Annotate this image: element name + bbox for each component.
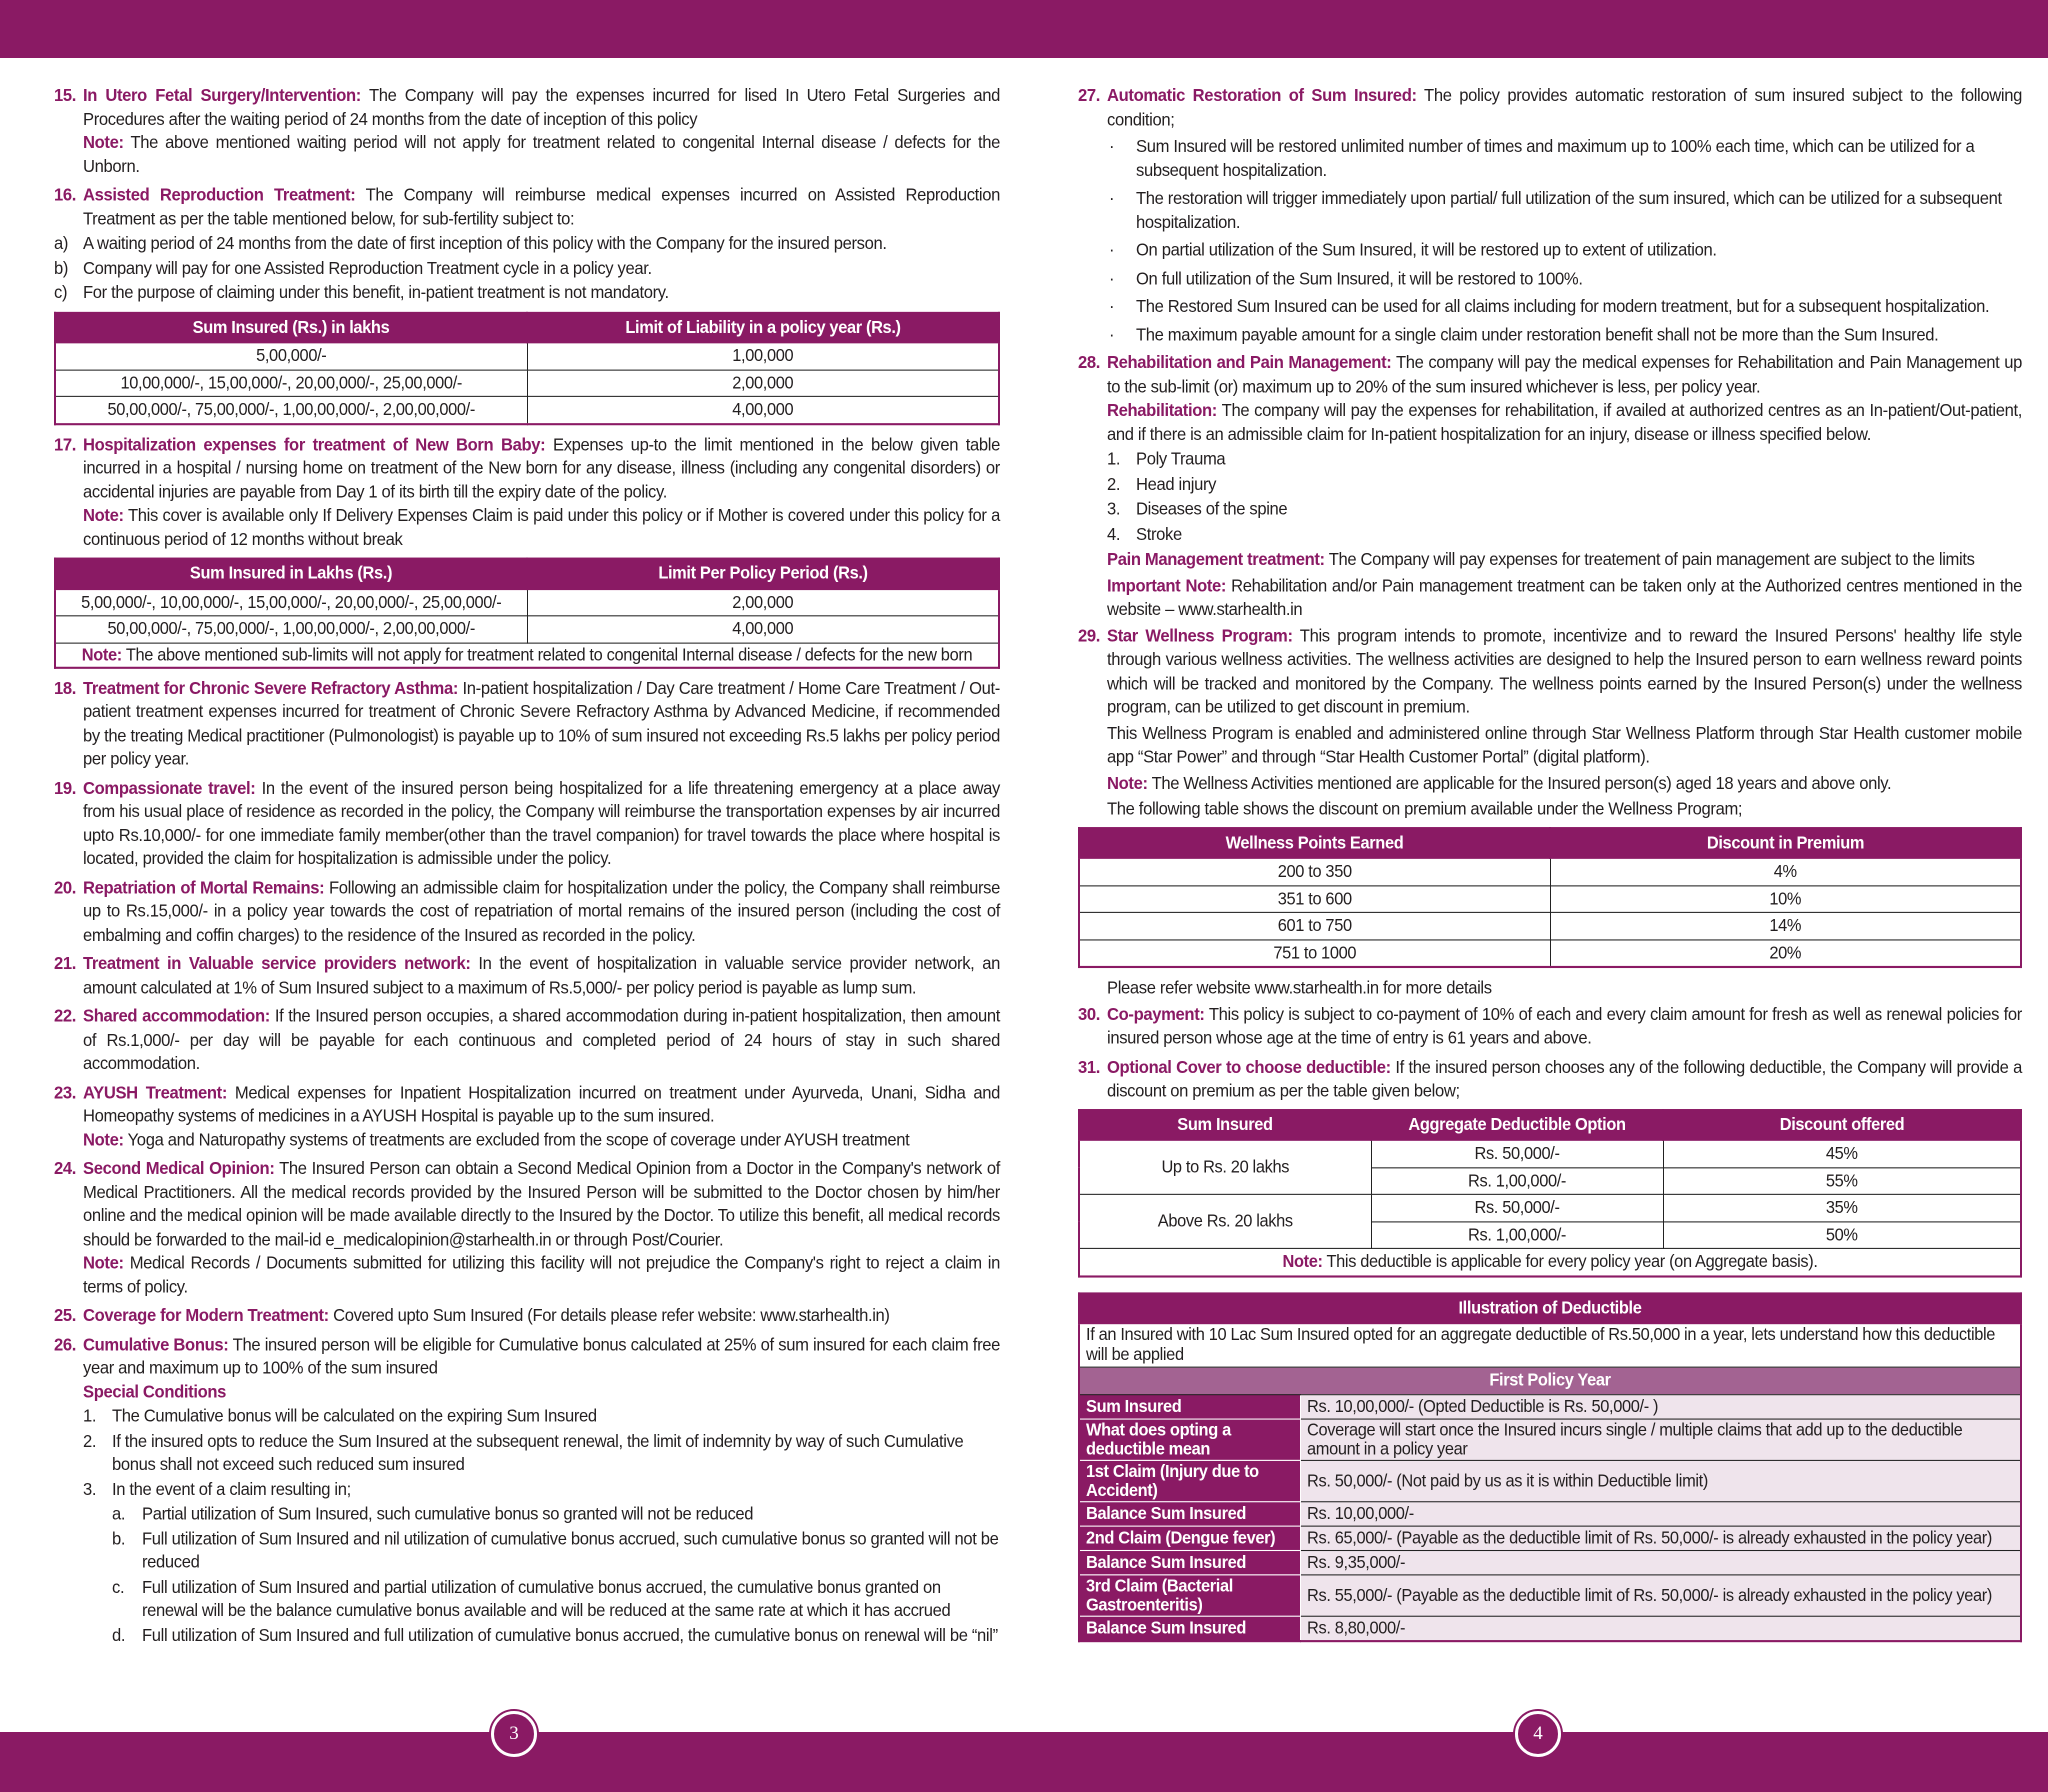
text: Rehabilitation: — [1107, 399, 1217, 421]
text: Coverage for Modern Treatment: — [83, 1305, 329, 1326]
text: Diseases of the spine — [1136, 498, 1288, 519]
table-row — [55, 589, 999, 616]
table-row — [1079, 1574, 2021, 1615]
text: 16. — [54, 184, 77, 205]
text: 751 to 1000 — [1079, 939, 1550, 967]
text: This deductible is applicable for every policy year (on Aggregate basis). — [1322, 1252, 1818, 1272]
left-column — [54, 84, 1000, 1648]
text: · — [1109, 296, 1115, 317]
text: If the Insured person occupies, a shared accommodation during in-patient hospitalization, then amount of Rs.1,000/- per day will be payable for each continuous and completed period of 24 hours of stay in such shared accommodation. — [83, 1005, 1000, 1074]
list-item — [54, 232, 1000, 256]
text: Sum Insured will be restored unlimited number of times and maximum up to 100% each time, which can be utilized for a subsequent hospitalization. — [1136, 135, 1975, 180]
text: The insured person will be eligible for Cumulative bonus calculated at 25% of sum insured for each claim free year and maximum up to 100% of the sum insured — [83, 1334, 1001, 1378]
section-15 — [54, 84, 1000, 179]
text: 29. — [1078, 625, 1101, 646]
table-row — [1079, 1526, 2021, 1550]
text: The Wellness Activities mentioned are applicable for the Insured person(s) aged 18 years and above only. — [1147, 772, 1892, 793]
section-28 — [1078, 351, 2022, 446]
text: Pain Management treatment: — [1107, 549, 1325, 570]
list-item — [1107, 187, 2022, 235]
list-item — [1107, 323, 2022, 347]
text: 45% — [1663, 1140, 2021, 1168]
text: Star Wellness Program: — [1107, 625, 1293, 646]
text: Rehabilitation and Pain Management: — [1107, 352, 1392, 373]
page-number-left: 3 — [491, 1711, 537, 1757]
text: Important Note: — [1107, 575, 1227, 596]
text: On full utilization of the Sum Insured, it will be restored to 100%. — [1136, 267, 1583, 289]
text: Balance Sum Insured — [1079, 1616, 1301, 1641]
deductible-table — [1078, 1108, 2022, 1277]
text: 3. — [1107, 498, 1121, 519]
text: 35% — [1663, 1194, 2021, 1221]
section-30 — [1078, 1002, 2022, 1050]
text: Second Medical Opinion: — [83, 1158, 275, 1179]
table-row — [1079, 1616, 2021, 1641]
list-item — [112, 1624, 1000, 1648]
text: 50% — [1663, 1221, 2021, 1248]
text: Head injury — [1136, 473, 1217, 494]
section-17 — [54, 433, 1000, 551]
text: 14% — [1550, 912, 2021, 939]
table-row — [1079, 1140, 2021, 1168]
list-item — [1107, 135, 2022, 183]
text: 3rd Claim (Bacterial Gastroenteritis) — [1079, 1574, 1301, 1615]
text: d. — [112, 1624, 126, 1645]
list-item — [54, 257, 1000, 281]
text: b) — [54, 257, 69, 278]
table-note-row — [1079, 1248, 2021, 1276]
section-23 — [54, 1081, 1000, 1152]
table-row — [1079, 1501, 2021, 1525]
text: Automatic Restoration of Sum Insured: — [1107, 85, 1417, 106]
text: The Cumulative bonus will be calculated on the expiring Sum Insured — [112, 1405, 597, 1426]
text: Rs. 55,000/- (Payable as the deductible limit of Rs. 50,000/- is already exhausted in the policy year) — [1301, 1574, 2022, 1615]
text: Note: — [81, 645, 122, 665]
text: Optional Cover to choose deductible: — [1107, 1056, 1391, 1077]
text: c. — [112, 1576, 125, 1597]
list-item — [112, 1527, 1000, 1574]
text: Note: — [83, 1252, 124, 1273]
text: 200 to 350 — [1079, 858, 1550, 886]
text: · — [1109, 324, 1115, 345]
text: 2,00,000 — [527, 589, 999, 616]
text: c) — [54, 282, 68, 303]
text: Repatriation of Mortal Remains: — [83, 877, 325, 898]
text: If the insured opts to reduce the Sum Insured at the subsequent renewal, the limit of indemnity by way of such Cumulative bonus shall not exceed such reduced sum insured — [112, 1430, 964, 1475]
text: 2. — [83, 1430, 97, 1451]
text: Rs. 8,80,000/- — [1301, 1616, 2022, 1641]
text: Aggregate Deductible Option — [1371, 1110, 1663, 1140]
list-item — [112, 1576, 1000, 1623]
special-conditions-heading: Special Conditions — [83, 1381, 227, 1402]
text: Coverage will start once the Insured incurs single / multiple claims that add up to the deductible amount in a policy year — [1301, 1419, 2022, 1460]
text: 19. — [54, 777, 77, 798]
text: 4,00,000 — [527, 616, 999, 643]
text: 5,00,000/-, 10,00,000/-, 15,00,000/-, 20,00,000/-, 25,00,000/- — [55, 589, 527, 616]
text: 25. — [54, 1305, 77, 1326]
section-31 — [1078, 1055, 2022, 1103]
text: Rs. 65,000/- (Payable as the deductible limit of Rs. 50,000/- is already exhausted in the policy year) — [1301, 1526, 2022, 1550]
section-21 — [54, 952, 1000, 999]
text: 601 to 750 — [1079, 912, 1550, 939]
text: Limit Per Policy Period (Rs.) — [527, 559, 999, 589]
list-item — [1107, 267, 2022, 291]
text: The above mentioned waiting period will not apply for treatment related to congenital Internal disease / defects for the Unborn. — [83, 132, 1000, 176]
table-row — [1079, 1460, 2021, 1501]
text: If the insured person chooses any of the following deductible, the Company will provide a discount on premium as per the table given below; — [1107, 1056, 2022, 1101]
text: Note: — [83, 505, 124, 525]
text: 17. — [54, 434, 77, 455]
section-15-title: In Utero Fetal Surgery/Intervention: — [83, 85, 361, 105]
list-item — [83, 1430, 1000, 1477]
list-item — [83, 1478, 1000, 1502]
text: Poly Trauma — [1136, 448, 1226, 469]
text: 30. — [1078, 1003, 1101, 1024]
list-item — [112, 1503, 1000, 1527]
wellness-refer-text: Please refer website www.starhealth.in for more details — [1107, 977, 1492, 998]
text: Full utilization of Sum Insured and partial utilization of cumulative bonus accrued, the cumulative bonus granted on renewal will be the balance cumulative bonus available and will be reduced at the same rate at which it has accrued — [142, 1576, 951, 1621]
section-16-title: Assisted Reproduction Treatment: — [83, 184, 356, 205]
text: 351 to 600 — [1079, 885, 1550, 912]
text: Sum Insured (Rs.) in lakhs — [55, 312, 527, 342]
list-item — [54, 281, 1000, 305]
text: 3. — [83, 1478, 97, 1499]
table-row — [55, 616, 999, 643]
text: 21. — [54, 953, 77, 974]
text: Rs. 10,00,000/- — [1301, 1501, 2022, 1525]
text: Balance Sum Insured — [1079, 1501, 1301, 1525]
text: 1st Claim (Injury due to Accident) — [1079, 1460, 1301, 1501]
text: Note: — [1282, 1252, 1323, 1272]
table-row — [1079, 1394, 2021, 1418]
text: Rs. 50,000/- — [1371, 1194, 1663, 1221]
list-item — [1107, 497, 2022, 521]
text: Company will pay for one Assisted Reproduction Treatment cycle in a policy year. — [83, 257, 652, 278]
text: For the purpose of claiming under this benefit, in-patient treatment is not mandatory. — [83, 282, 669, 303]
text: Yoga and Naturopathy systems of treatments are excluded from the scope of coverage under AYUSH treatment — [123, 1129, 910, 1150]
section-20 — [54, 876, 1000, 947]
text: In the event of a claim resulting in; — [112, 1478, 351, 1499]
section-22 — [54, 1005, 1000, 1076]
page-number-right: 4 — [1515, 1711, 1561, 1757]
text: This policy is subject to co-payment of 10% of each and every claim amount for fresh as well as renewal policies for insured person whose age at the time of entry is 61 years and above. — [1107, 1003, 2022, 1048]
text: 26. — [54, 1334, 77, 1354]
text: 1,00,000 — [527, 342, 999, 369]
text: Treatment for Chronic Severe Refractory Asthma: — [83, 677, 459, 698]
text: The Company will pay expenses for treatement of pain management are subject to the limits — [1324, 549, 1975, 570]
text: Full utilization of Sum Insured and nil utilization of cumulative bonus accrued, such cumulative bonus so granted will not be reduced — [142, 1528, 999, 1572]
table-row — [55, 342, 999, 369]
text: The Insured Person can obtain a Second Medical Opinion from a Doctor in the Company's network of Medical Practitioners. All the medical records provided by the Insured Person will be submitted to the Doctor chosen by him/her online and the medical opinion will be made available directly to the Insured by the Doctor. To utilize this benefit, all medical records should be forwarded to the mail-id e_medicalopinion@starhealth.in or through Post/Courier. — [83, 1158, 1000, 1249]
text: Sum Insured — [1079, 1394, 1301, 1418]
text: 18. — [54, 677, 77, 698]
text: 55% — [1663, 1167, 2021, 1194]
text: The policy provides automatic restoration of sum insured subject to the following condition; — [1107, 85, 2022, 130]
text: 10% — [1550, 885, 2021, 912]
text: Wellness Points Earned — [1079, 828, 1550, 858]
text: a. — [112, 1503, 126, 1524]
text: 20% — [1550, 939, 2021, 967]
list-item — [1107, 295, 2022, 319]
section-27 — [1078, 84, 2022, 132]
text: · — [1109, 239, 1115, 260]
text: 10,00,000/-, 15,00,000/-, 20,00,000/-, 25,00,000/- — [55, 370, 527, 397]
text: This cover is available only If Delivery Expenses Claim is paid under this policy or if Mother is covered under this policy for a continuous period of 12 months without break — [83, 505, 1000, 549]
text: · — [1109, 187, 1115, 209]
text: 4. — [1107, 523, 1121, 544]
text: Treatment in Valuable service providers network: — [83, 953, 471, 974]
text: The above mentioned sub-limits will not apply for treatment related to congenital Internal disease / defects for the new born — [121, 645, 973, 665]
text: 2nd Claim (Dengue fever) — [1079, 1526, 1301, 1550]
text: Note: — [1107, 772, 1148, 793]
illustration-title: Illustration of Deductible — [1079, 1293, 2021, 1323]
text: Following an admissible claim for hospitalization under the policy, the Company shall reimburse up to Rs.15,000/- in a policy year towards the cost of repatriation of mortal remains of the insured person (including the cost of embalming and coffin charges) to the residence of the Insured as recorded in the policy. — [83, 877, 1000, 945]
section-25 — [54, 1304, 1000, 1328]
text: a) — [54, 233, 69, 254]
text: b. — [112, 1528, 126, 1549]
text: Rs. 10,00,000/- (Opted Deductible is Rs. 50,000/- ) — [1301, 1394, 2022, 1418]
bottom-band — [0, 1732, 2048, 1792]
section-26 — [54, 1333, 1000, 1404]
text: 1. — [1107, 448, 1121, 469]
text: What does opting a deductible mean — [1079, 1419, 1301, 1460]
text: This program intends to promote, incentivize and to reward the Insured Persons' healthy life style through various wellness activities. The wellness activities are designed to help the Insured person to earn wellness reward points which will be tracked and monitored by the Company. The wellness points earned by the Insured Person(s) under the wellness program, can be utilized to get discount in premium. — [1107, 625, 2022, 717]
text: Covered upto Sum Insured (For details please refer website: www.starhealth.in) — [328, 1305, 890, 1326]
text: Balance Sum Insured — [1079, 1550, 1301, 1574]
text: AYUSH Treatment: — [83, 1082, 228, 1102]
text: 1. — [83, 1405, 97, 1426]
right-column — [1078, 84, 2022, 1650]
text: 2,00,000 — [527, 370, 999, 397]
section-18 — [54, 677, 1000, 772]
text: 4% — [1550, 858, 2021, 886]
table-row — [1079, 858, 2021, 886]
text: Limit of Liability in a policy year (Rs.) — [527, 312, 999, 342]
section-29 — [1078, 624, 2022, 821]
text: · — [1109, 267, 1115, 289]
text: Rs. 1,00,000/- — [1371, 1221, 1663, 1248]
list-item — [1107, 472, 2022, 496]
text: Rehabilitation and/or Pain management treatment can be taken only at the Authorized centres mentioned in the website – www.starhealth.in — [1107, 575, 2022, 620]
text: The following table shows the discount on premium available under the Wellness Program; — [1107, 798, 1743, 819]
text: The company will pay the medical expenses for Rehabilitation and Pain Management up to the sub-limit (or) maximum up to 20% of the sum insured whichever is less, per policy year. — [1107, 352, 2022, 397]
text: 23. — [54, 1082, 77, 1102]
text: Cumulative Bonus: — [83, 1334, 229, 1354]
list-item — [1107, 448, 2022, 472]
list-item — [1107, 522, 2022, 546]
text: Medical Records / Documents submitted for utilizing this facility will not prejudice the Company's right to reject a claim in terms of policy. — [83, 1252, 1000, 1297]
table-row — [55, 396, 999, 423]
text: Rs. 50,000/- (Not paid by us as it is within Deductible limit) — [1301, 1460, 2022, 1501]
text: 15. — [54, 85, 77, 105]
text: The company will pay the expenses for rehabilitation, if availed at authorized centres as an In-patient/Out-patient, and if there is an admissible claim for In-patient hospitalization for an injury, disease or illness specified below. — [1107, 399, 2022, 444]
text: If an Insured with 10 Lac Sum Insured opted for an aggregate deductible of Rs.50,000 in a year, lets understand how this deductible will be applied — [1079, 1323, 2021, 1367]
text: In-patient hospitalization / Day Care treatment / Home Care Treatment / Out-patient treatment expenses incurred for treatment of Chronic Severe Refractory Asthma by Advanced Medicine, if recommended by the treating Medical practitioner (Pulmonologist) is payable up to 10% of sum insured not exceeding Rs.5 lakhs per policy period per policy year. — [83, 677, 1000, 769]
text: Sum Insured in Lakhs (Rs.) — [55, 559, 527, 589]
table-row — [1079, 1194, 2021, 1221]
text: Expenses up-to the limit mentioned in the below given table incurred in a hospital / nursing home on treatment of the New born for any disease, illness (including any congenital disorders) or accidental injuries are payable from Day 1 of its birth till the expiry date of the policy. — [83, 434, 1000, 502]
table-note-row — [55, 643, 999, 668]
text: Co-payment: — [1107, 1003, 1205, 1024]
text: The restoration will trigger immediately upon partial/ full utilization of the sum insured, which can be utilized for a subsequent hospitalization. — [1136, 187, 2002, 232]
text: Full utilization of Sum Insured and full utilization of cumulative bonus accrued, the cumulative bonus on renewal will be “nil” — [142, 1624, 998, 1645]
text: A waiting period of 24 months from the date of first inception of this policy with the Company for the insured person. — [83, 233, 887, 254]
text: Stroke — [1136, 523, 1182, 544]
text: On partial utilization of the Sum Insured, it will be restored up to extent of utilization. — [1136, 239, 1717, 260]
top-band — [0, 0, 2048, 58]
text: The Restored Sum Insured can be used for all claims including for modern treatment, but for a subsequent hospitalization. — [1136, 296, 1990, 317]
section-17-title: Hospitalization expenses for treatment of New Born Baby: — [83, 434, 546, 455]
text: In the event of the insured person being hospitalized for a life threatening emergency at a place away from his usual place of residence as recorded in the policy, the Company will reimburse the transportation expenses by air incurred upto Rs.10,000/- for one immediate family member(other than the travel companion) for travel towards the place where hospital is located, provided the claim for hospitalization is admissible under the policy. — [83, 777, 1000, 869]
text: This Wellness Program is enabled and administered online through Star Wellness Platform through Star Health customer mobile app “Star Power” and through “Star Health Customer Portal” (digital platform). — [1107, 722, 2022, 767]
text: In the event of hospitalization in valuable service provider network, an amount calculated at 1% of Sum Insured subject to a maximum of Rs.5,000/- per policy period is payable as lump sum. — [83, 953, 1000, 997]
text: Rs. 9,35,000/- — [1301, 1550, 2022, 1574]
text: 27. — [1078, 85, 1101, 106]
deductible-illustration-table — [1078, 1292, 2022, 1642]
section-24 — [54, 1157, 1000, 1299]
text: 28. — [1078, 352, 1101, 373]
text: 24. — [54, 1158, 77, 1179]
text: Discount offered — [1663, 1110, 2021, 1140]
text: 5,00,000/- — [55, 342, 527, 369]
text: 2. — [1107, 473, 1121, 494]
table-row — [1079, 1550, 2021, 1574]
text: Compassionate travel: — [83, 777, 256, 798]
text: 20. — [54, 877, 77, 898]
text: Shared accommodation: — [83, 1005, 270, 1026]
text: Sum Insured — [1079, 1110, 1371, 1140]
text: The Company will reimburse medical expenses incurred on Assisted Reproduction Treatment as per the table mentioned below, for sub-fertility subject to: — [83, 184, 1000, 229]
assisted-reproduction-table — [54, 311, 1000, 424]
text: 50,00,000/-, 75,00,000/-, 1,00,00,000/-, 2,00,00,000/- — [55, 396, 527, 423]
text: Note: — [83, 132, 124, 153]
text: 31. — [1078, 1056, 1101, 1077]
text: The Company will pay the expenses incurred for lised In Utero Fetal Surgeries and Procedures after the waiting period of 24 months from the date of inception of this policy — [83, 85, 1000, 129]
section-19 — [54, 776, 1000, 871]
text: Rs. 50,000/- — [1371, 1140, 1663, 1168]
table-row — [1079, 912, 2021, 939]
text: Rs. 1,00,000/- — [1371, 1167, 1663, 1194]
section-16 — [54, 184, 1000, 231]
new-born-table — [54, 558, 1000, 669]
table-row — [1079, 885, 2021, 912]
text: Discount in Premium — [1550, 828, 2021, 858]
text: 22. — [54, 1005, 77, 1026]
wellness-discount-table — [1078, 827, 2022, 969]
table-row — [1079, 939, 2021, 967]
text: · — [1109, 135, 1115, 157]
list-item — [1107, 239, 2022, 263]
text: The maximum payable amount for a single claim under restoration benefit shall not be more than the Sum Insured. — [1136, 324, 1939, 345]
text: Above Rs. 20 lakhs — [1079, 1194, 1371, 1248]
text: Note: — [83, 1129, 124, 1150]
list-item — [83, 1405, 1000, 1429]
text: Partial utilization of Sum Insured, such cumulative bonus so granted will not be reduced — [142, 1503, 754, 1524]
text: Up to Rs. 20 lakhs — [1079, 1140, 1371, 1195]
first-policy-year: First Policy Year — [1079, 1367, 2021, 1394]
text: 50,00,000/-, 75,00,000/-, 1,00,00,000/-, 2,00,00,000/- — [55, 616, 527, 643]
text: Medical expenses for Inpatient Hospitalization incurred on treatment under Ayurveda, Unani, Sidha and Homeopathy systems of medicines in a AYUSH Hospital is payable up to the sum insured. — [83, 1082, 1001, 1126]
text: 4,00,000 — [527, 396, 999, 423]
table-row — [55, 370, 999, 397]
table-row — [1079, 1419, 2021, 1460]
